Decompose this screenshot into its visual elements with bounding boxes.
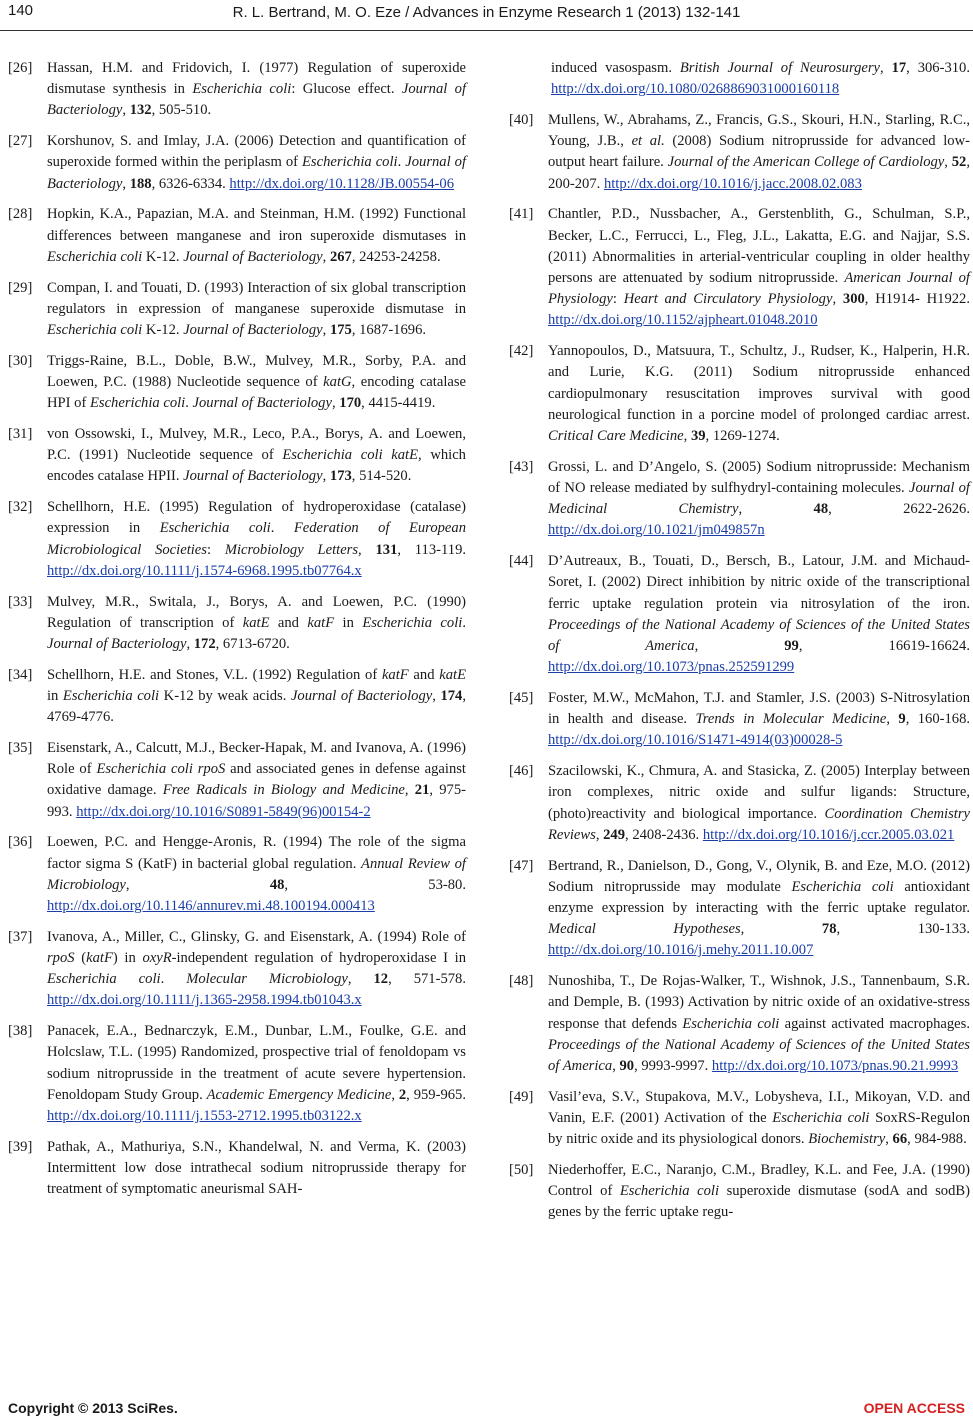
reference-text: , 24253-24258. bbox=[351, 248, 441, 265]
reference-text: Niederhoffer, E.C., Naranjo, C.M., Bradley, K.L. and Fee, J.A. (1990) Control of bbox=[548, 1162, 970, 1200]
volume-number: 267 bbox=[329, 248, 352, 265]
reference-text: Triggs-Raine, B.L., Doble, B.W., Mulvey, M.R., Sorby, P.A. and Loewen, P.C. (1988) Nucleotide sequence of bbox=[47, 352, 466, 391]
italic-text: Medical Hypotheses bbox=[548, 921, 741, 938]
reference-text: , bbox=[738, 501, 814, 518]
reference-text: in bbox=[47, 688, 63, 705]
reference-text: , bbox=[322, 468, 330, 485]
italic-text: Trends in Molecular Medicine bbox=[695, 711, 887, 728]
reference-number: [27] bbox=[8, 133, 33, 150]
reference-text: Hopkin, K.A., Papazian, M.A. and Steinman, H.M. (1992) Functional differences between manganese and iron superoxide dismutases in bbox=[47, 206, 466, 244]
reference-item bbox=[509, 688, 970, 752]
doi-link[interactable]: http://dx.doi.org/10.1016/S0891-5849(96)00154-2 bbox=[76, 803, 371, 820]
reference-item bbox=[509, 457, 970, 542]
references-left-column bbox=[8, 58, 466, 1210]
reference-text: superoxide dismutase (sodA and sodB) genes by the ferric uptake regu- bbox=[548, 1183, 970, 1221]
reference-text: , bbox=[683, 428, 691, 445]
reference-body bbox=[548, 971, 970, 1077]
reference-text: , bbox=[331, 395, 340, 412]
reference-item bbox=[8, 592, 466, 656]
reference-text: in bbox=[334, 614, 363, 631]
doi-link[interactable]: http://dx.doi.org/10.1080/0268869031000160118 bbox=[551, 81, 840, 98]
running-head: R. L. Bertrand, M. O. Eze / Advances in Enzyme Research 1 (2013) 132-141 bbox=[232, 4, 741, 21]
volume-number: 9 bbox=[898, 711, 906, 728]
italic-text: Escherichia coli bbox=[362, 614, 463, 631]
reference-text: von Ossowski, I., Mulvey, M.R., Leco, P.A., Borys, A. and Loewen, P.C. (1991) Nucleotide sequence of bbox=[47, 426, 466, 464]
reference-number: [37] bbox=[8, 928, 33, 945]
italic-text: Biochemistry bbox=[808, 1131, 886, 1148]
reference-text: -independent regulation of hydroperoxidase I in bbox=[171, 950, 466, 967]
doi-link[interactable]: http://dx.doi.org/10.1111/j.1553-2712.1995.tb03122.x bbox=[47, 1108, 362, 1125]
volume-number: 131 bbox=[375, 541, 398, 558]
italic-text: katE bbox=[439, 666, 466, 683]
italic-text: katF bbox=[86, 950, 113, 967]
volume-number: 17 bbox=[891, 60, 907, 76]
volume-number: 172 bbox=[193, 636, 216, 653]
reference-number: [41] bbox=[509, 206, 534, 223]
reference-text: K-12. bbox=[142, 248, 184, 265]
reference-text: , 53-80. bbox=[284, 876, 467, 893]
reference-text: induced vasospasm. bbox=[551, 60, 680, 76]
reference-text: : Glucose effect. bbox=[291, 81, 402, 98]
reference-text: , bbox=[612, 1058, 620, 1075]
reference-number: [36] bbox=[8, 834, 33, 851]
reference-text: Schellhorn, H.E. and Stones, V.L. (1992) Regulation of bbox=[47, 666, 382, 683]
reference-text: . bbox=[160, 971, 187, 988]
reference-text: , 4769-4776. bbox=[47, 688, 466, 726]
volume-number: 174 bbox=[440, 688, 463, 705]
reference-text: , 306-310. bbox=[906, 60, 971, 76]
reference-number: [46] bbox=[509, 763, 534, 780]
reference-text: , bbox=[322, 322, 330, 339]
italic-text: Coordination Chemistry Reviews bbox=[548, 805, 970, 843]
reference-number: [48] bbox=[509, 973, 534, 990]
italic-text: Proceedings of the National Academy of Sciences of the United States of America bbox=[548, 1036, 970, 1075]
reference-text: K-12. bbox=[142, 322, 184, 339]
reference-text: ( bbox=[74, 950, 87, 967]
reference-text: , bbox=[886, 711, 899, 728]
italic-text: Federation of European Microbiological Societies bbox=[47, 520, 466, 558]
page-number: 140 bbox=[8, 2, 34, 19]
reference-body bbox=[47, 1021, 466, 1127]
reference-text: , bbox=[122, 175, 130, 192]
reference-text: , 160-168. bbox=[905, 711, 971, 728]
italic-text: Escherichia coli rpoS bbox=[96, 761, 226, 778]
reference-text: . bbox=[270, 520, 294, 537]
reference-item bbox=[8, 278, 466, 342]
reference-text: , 6713-6720. bbox=[215, 636, 290, 653]
volume-number: 21 bbox=[414, 782, 430, 799]
italic-text: Journal of Bacteriology bbox=[47, 636, 187, 653]
doi-link[interactable]: http://dx.doi.org/10.1016/j.mehy.2011.10.007 bbox=[548, 942, 814, 959]
reference-item bbox=[8, 131, 466, 195]
italic-text: Annual Review of Microbiology bbox=[47, 855, 466, 893]
volume-number: 12 bbox=[373, 971, 389, 988]
reference-text: , which encodes catalase HPII. bbox=[47, 447, 466, 485]
reference-text: , 2408-2436. bbox=[625, 826, 703, 843]
open-access-label: OPEN ACCESS bbox=[863, 1400, 965, 1416]
reference-body bbox=[47, 1137, 466, 1201]
reference-text: Compan, I. and Touati, D. (1993) Interaction of six global transcription regulators in expression of manganese superoxide dismutase in bbox=[47, 279, 466, 317]
reference-text: Bertrand, R., Danielson, D., Gong, V., Olynik, B. and Eze, M.O. (2012) Sodium nitroprusside may modulate bbox=[548, 857, 970, 895]
reference-number: [47] bbox=[509, 857, 534, 874]
italic-text: Journal of Bacteriology bbox=[183, 468, 323, 485]
reference-item bbox=[509, 1087, 970, 1151]
italic-text: Escherichia coli bbox=[682, 1015, 780, 1032]
reference-text: , bbox=[347, 971, 374, 988]
reference-text: , H1914- H1922. bbox=[864, 291, 970, 308]
reference-body bbox=[548, 761, 970, 846]
italic-text: Critical Care Medicine bbox=[548, 428, 684, 445]
italic-text: American Journal of Physiology bbox=[548, 270, 970, 308]
reference-item bbox=[8, 204, 466, 268]
reference-item bbox=[509, 204, 970, 331]
doi-link[interactable]: http://dx.doi.org/10.1016/S1471-4914(03)00028-5 bbox=[548, 732, 843, 749]
volume-number: 48 bbox=[813, 501, 829, 518]
reference-body bbox=[548, 457, 970, 542]
reference-number: [34] bbox=[8, 666, 33, 683]
reference-text: (2008) Sodium nitroprusside for advanced low-output heart failure. bbox=[548, 133, 970, 171]
reference-body bbox=[47, 497, 466, 582]
italic-text: Microbiology Letters bbox=[224, 541, 359, 558]
doi-link[interactable]: http://dx.doi.org/10.1073/pnas.90.21.9993 bbox=[711, 1058, 959, 1075]
reference-number: [44] bbox=[509, 553, 534, 570]
italic-text: Journal of Bacteriology bbox=[47, 81, 467, 119]
reference-item bbox=[8, 351, 466, 415]
reference-text: : bbox=[612, 291, 624, 308]
reference-text: against activated macrophages. bbox=[779, 1015, 970, 1032]
italic-text: Academic Emergency Medicine bbox=[206, 1086, 392, 1103]
reference-item bbox=[509, 1160, 970, 1224]
reference-text: , 4415-4419. bbox=[361, 395, 436, 412]
reference-text: Szacilowski, K., Chmura, A. and Stasicka, Z. (2005) Interplay between iron complexes, nitric oxide and sulfur ligands: Structure, (photo)reactivity and biological importance. bbox=[548, 763, 970, 822]
volume-number: 52 bbox=[951, 154, 967, 171]
copyright-notice: Copyright © 2013 SciRes. bbox=[8, 1400, 178, 1416]
reference-text: Mullens, W., Abrahams, Z., Francis, G.S., Skouri, H.N., Starling, R.C., Young, J.B., bbox=[548, 112, 970, 150]
volume-number: 78 bbox=[821, 921, 837, 938]
reference-text: , bbox=[595, 826, 604, 843]
reference-text: Chantler, P.D., Nussbacher, A., Gerstenblith, G., Schulman, S.P., Becker, L.C., Ferrucci, L., Fleg, J.L., Lakatta, E.G. and Najjar, S.S. (2011) Abnormalities in arterial-ventricular coupling in older healthy persons are attenuated by sodium nitroprusside. bbox=[548, 206, 970, 287]
reference-text: , 9993-9997. bbox=[634, 1058, 712, 1075]
reference-text: , 1269-1274. bbox=[705, 428, 780, 445]
reference-text: , bbox=[358, 541, 376, 558]
italic-text: Escherichia coli bbox=[62, 688, 160, 705]
reference-text: , bbox=[832, 291, 843, 308]
reference-text: Loewen, P.C. and Hengge-Aronis, R. (1994) The role of the sigma factor sigma S (KatF) in bacterial global regulation. bbox=[47, 834, 466, 872]
doi-link[interactable]: http://dx.doi.org/10.1073/pnas.252591299 bbox=[548, 659, 795, 676]
volume-number: 2 bbox=[398, 1086, 407, 1103]
reference-text: Eisenstark, A., Calcutt, M.J., Becker-Hapak, M. and Ivanova, A. (1996) Role of bbox=[47, 740, 466, 778]
italic-text: Journal of the American College of Cardiology bbox=[667, 154, 945, 171]
reference-number: [28] bbox=[8, 206, 33, 223]
reference-text: Korshunov, S. and Imlay, J.A. (2006) Detection and quantification of superoxide formed within the periplasm of bbox=[47, 133, 466, 171]
reference-text: , bbox=[404, 782, 415, 799]
reference-item bbox=[8, 497, 466, 582]
italic-text: katF bbox=[307, 614, 335, 631]
reference-number: [32] bbox=[8, 499, 33, 516]
header-rule bbox=[0, 30, 973, 31]
reference-text: D’Autreaux, B., Touati, D., Bersch, B., Latour, J.M. and Michaud-Soret, I. (2002) Direct inhibition by nitric oxide of the transcriptional ferric uptake regulation protein via nitrosylation of the iron. bbox=[548, 553, 970, 612]
italic-text: Heart and Circulatory Physiology bbox=[623, 291, 833, 308]
reference-item bbox=[8, 665, 466, 729]
reference-body bbox=[47, 665, 466, 729]
italic-text: Escherichia coli bbox=[302, 154, 398, 171]
reference-text: and bbox=[269, 614, 308, 631]
reference-text: , bbox=[880, 60, 892, 76]
reference-text: , 571-578. bbox=[388, 971, 466, 988]
doi-link[interactable]: http://dx.doi.org/10.1111/j.1365-2958.1994.tb01043.x bbox=[47, 992, 362, 1009]
reference-body bbox=[548, 1160, 970, 1224]
italic-text: katF bbox=[381, 666, 409, 683]
reference-text: ) in bbox=[112, 950, 143, 967]
reference-body bbox=[548, 688, 970, 752]
reference-text: , bbox=[322, 248, 330, 265]
italic-text: Escherichia coli bbox=[192, 81, 292, 98]
references-right-column bbox=[509, 58, 970, 1233]
italic-text: katG bbox=[323, 374, 352, 391]
reference-text: , bbox=[885, 1131, 893, 1148]
reference-item bbox=[8, 1021, 466, 1127]
reference-item bbox=[509, 971, 970, 1077]
reference-text: Yannopoulos, D., Matsuura, T., Schultz, J., Rudser, K., Halperin, H.R. and Lurie, K.G. (2011) Sodium nitroprusside enhanced cardiopulmonary resuscitation improves survival with good neurological function in a porcine model of prolonged cardiac arrest. bbox=[548, 343, 970, 423]
italic-text: Escherichia coli bbox=[47, 322, 143, 339]
doi-link[interactable]: http://dx.doi.org/10.1021/jm049857n bbox=[548, 522, 765, 539]
italic-text: rpoS bbox=[47, 950, 75, 967]
volume-number: 170 bbox=[339, 395, 362, 412]
reference-text: , 1687-1696. bbox=[351, 322, 427, 339]
reference-text: Panacek, E.A., Bednarczyk, E.M., Dunbar, L.M., Foulke, G.E. and Holcslaw, T.L. (1995) Randomized, prospective trial of fenoldopam vs sodium nitroprusside in the treatment of acute severe hypertension. Fenoldopam Study Group. bbox=[47, 1023, 466, 1103]
reference-number: [40] bbox=[509, 112, 534, 128]
volume-number: 39 bbox=[690, 428, 706, 445]
italic-text: Journal of Medicinal Chemistry bbox=[548, 480, 970, 518]
reference-item bbox=[8, 58, 466, 122]
reference-body bbox=[47, 738, 466, 823]
italic-text: katE bbox=[242, 614, 270, 631]
reference-body bbox=[548, 1087, 970, 1151]
reference-text: , 6326-6334. bbox=[151, 175, 230, 192]
italic-text: Escherichia coli bbox=[159, 520, 271, 537]
reference-text: Foster, M.W., McMahon, T.J. and Stamler, J.S. (2003) S-Nitrosylation in health and disease. bbox=[548, 690, 970, 728]
reference-item bbox=[509, 341, 970, 447]
reference-body bbox=[47, 424, 466, 488]
italic-text: Journal of Bacteriology bbox=[183, 248, 323, 265]
reference-number: [35] bbox=[8, 740, 33, 757]
italic-text: Journal of Bacteriology bbox=[290, 688, 433, 705]
reference-body bbox=[47, 927, 466, 1012]
doi-link[interactable]: http://dx.doi.org/10.1146/annurev.mi.48.100194.000413 bbox=[47, 898, 375, 915]
volume-number: 48 bbox=[269, 876, 285, 893]
italic-text: oxyR bbox=[142, 950, 172, 967]
reference-text: , 975-993. bbox=[47, 782, 466, 820]
references-right-list bbox=[509, 110, 970, 1224]
reference-number: [39] bbox=[8, 1138, 33, 1155]
italic-text: Escherichia coli bbox=[89, 395, 186, 412]
reference-number: [42] bbox=[509, 343, 534, 360]
italic-text: Escherichia coli bbox=[619, 1183, 720, 1200]
reference-item bbox=[509, 856, 970, 962]
doi-link[interactable]: http://dx.doi.org/10.1128/JB.00554-06 bbox=[229, 175, 455, 192]
reference-item bbox=[8, 1137, 466, 1201]
reference-text: , 2622-2626. bbox=[828, 501, 970, 518]
reference-text: , 514-520. bbox=[351, 468, 412, 485]
reference-item bbox=[8, 832, 466, 917]
italic-text: Free Radicals in Biology and Medicine bbox=[162, 782, 405, 799]
reference-text: and associated genes in defense against oxidative damage. bbox=[47, 761, 466, 799]
reference-body bbox=[548, 110, 970, 195]
volume-number: 188 bbox=[129, 175, 152, 192]
reference-text: Hassan, H.M. and Fridovich, I. (1977) Regulation of superoxide dismutase synthesis in bbox=[47, 60, 466, 98]
volume-number: 249 bbox=[603, 826, 626, 843]
reference-text: Mulvey, M.R., Switala, J., Borys, A. and Loewen, P.C. (1990) Regulation of transcription of bbox=[47, 593, 466, 631]
italic-text: Escherichia coli bbox=[772, 1110, 870, 1127]
doi-link[interactable]: http://dx.doi.org/10.1016/j.ccr.2005.03.021 bbox=[702, 826, 955, 843]
reference-body bbox=[47, 278, 466, 342]
italic-text: Journal of Bacteriology bbox=[192, 395, 332, 412]
reference-number: [31] bbox=[8, 426, 33, 443]
italic-text: et al. bbox=[631, 133, 665, 150]
reference-number: [26] bbox=[8, 60, 33, 76]
reference-text: : bbox=[206, 541, 225, 558]
reference-body bbox=[47, 832, 466, 917]
reference-body bbox=[47, 204, 466, 268]
reference-text: . bbox=[397, 154, 406, 171]
reference-text: Grossi, L. and D’Angelo, S. (2005) Sodium nitroprusside: Mechanism of NO release mediated by sulfhydryl-containing molecules. bbox=[548, 458, 970, 497]
reference-text: , bbox=[740, 921, 822, 938]
reference-number: [49] bbox=[509, 1088, 534, 1105]
italic-text: Proceedings of the National Academy of Sciences of the United States of America bbox=[548, 616, 970, 655]
italic-text: Escherichia coli bbox=[791, 878, 894, 895]
reference-text: , bbox=[125, 876, 270, 893]
reference-body bbox=[548, 856, 970, 962]
reference-number: [33] bbox=[8, 593, 33, 610]
italic-text: Escherichia coli bbox=[47, 971, 161, 988]
reference-number: [50] bbox=[509, 1162, 534, 1179]
reference-text: Pathak, A., Mathuriya, S.N., Khandelwal, N. and Verma, K. (2003) Intermittent low dose intrathecal sodium nitroprusside therapy for treatment of symptomatic aneurismal SAH- bbox=[47, 1138, 466, 1198]
reference-text: Schellhorn, H.E. (1995) Regulation of hydroperoxidase (catalase) expression in bbox=[47, 499, 466, 537]
reference-text: , 984-988. bbox=[907, 1131, 967, 1148]
volume-number: 66 bbox=[892, 1131, 908, 1148]
reference-text: , 113-119. bbox=[397, 541, 467, 558]
volume-number: 90 bbox=[619, 1058, 635, 1075]
reference-text: , 505-510. bbox=[151, 102, 212, 119]
reference-item bbox=[509, 110, 970, 195]
volume-number: 173 bbox=[329, 468, 352, 485]
italic-text: Escherichia coli katE bbox=[282, 447, 419, 464]
italic-text: Journal of Bacteriology bbox=[183, 322, 323, 339]
reference-text: Nunoshiba, T., De Rojas-Walker, T., Wishnok, J.S., Tannenbaum, S.R. and Demple, B. (1993) Activation by nitric oxide of an oxidative-stress response that defends bbox=[548, 973, 970, 1032]
reference-number: [38] bbox=[8, 1023, 33, 1040]
reference-body bbox=[548, 341, 970, 447]
reference-text: and bbox=[408, 666, 440, 683]
reference-item bbox=[8, 424, 466, 488]
reference-item bbox=[509, 551, 970, 678]
reference-body bbox=[47, 58, 466, 122]
reference-text: , 130-133. bbox=[836, 921, 970, 938]
italic-text: Molecular Microbiology bbox=[186, 971, 348, 988]
reference-text: , bbox=[694, 638, 785, 655]
reference-body bbox=[548, 551, 970, 678]
reference-item bbox=[509, 761, 970, 846]
reference-number: [30] bbox=[8, 352, 33, 369]
reference-text: Vasil’eva, S.V., Stupakova, M.V., Lobysheva, I.I., Mikoyan, V.D. and Vanin, E.F. (2001) Activation of the bbox=[548, 1088, 970, 1127]
italic-text: British Journal of Neurosurgery bbox=[679, 60, 881, 76]
reference-text: , bbox=[186, 636, 194, 653]
italic-text: Escherichia coli bbox=[47, 248, 143, 265]
reference-text: Ivanova, A., Miller, C., Glinsky, G. and Eisenstark, A. (1994) Role of bbox=[47, 928, 466, 945]
reference-item bbox=[8, 738, 466, 823]
reference-item bbox=[8, 927, 466, 1012]
reference-text: . bbox=[462, 614, 466, 631]
doi-link[interactable]: http://dx.doi.org/10.1016/j.jacc.2008.02.083 bbox=[603, 175, 862, 192]
volume-number: 132 bbox=[129, 102, 152, 119]
doi-link[interactable]: http://dx.doi.org/10.1111/j.1574-6968.1995.tb07764.x bbox=[47, 562, 362, 579]
reference-text: , 200-207. bbox=[548, 154, 970, 192]
reference-number: [29] bbox=[8, 279, 33, 296]
reference-continuation bbox=[551, 58, 970, 100]
reference-text: , bbox=[391, 1086, 399, 1103]
reference-text: , 16619-16624. bbox=[798, 638, 970, 655]
reference-number: [43] bbox=[509, 458, 534, 475]
reference-number: [45] bbox=[509, 690, 534, 707]
doi-link[interactable]: http://dx.doi.org/10.1152/ajpheart.01048.2010 bbox=[548, 312, 818, 329]
reference-body bbox=[47, 131, 466, 195]
reference-text: , bbox=[432, 688, 441, 705]
reference-text: antioxidant enzyme expression by interacting with the ferric uptake regulator. bbox=[548, 878, 970, 917]
reference-body bbox=[47, 351, 466, 415]
reference-text: , 959-965. bbox=[406, 1086, 466, 1103]
reference-text: , encoding catalase HPI of bbox=[47, 374, 467, 412]
italic-text: Journal of Bacteriology bbox=[47, 154, 466, 192]
reference-body bbox=[47, 592, 466, 656]
reference-text: . bbox=[185, 395, 193, 412]
reference-body bbox=[548, 204, 970, 331]
volume-number: 300 bbox=[842, 291, 865, 308]
volume-number: 99 bbox=[784, 638, 799, 655]
reference-text: K-12 by weak acids. bbox=[159, 688, 291, 705]
reference-text: , bbox=[944, 154, 952, 171]
reference-text: , bbox=[122, 102, 130, 119]
volume-number: 175 bbox=[329, 322, 352, 339]
reference-text: SoxRS-Regulon by nitric oxide and its physiological donors. bbox=[548, 1110, 970, 1148]
